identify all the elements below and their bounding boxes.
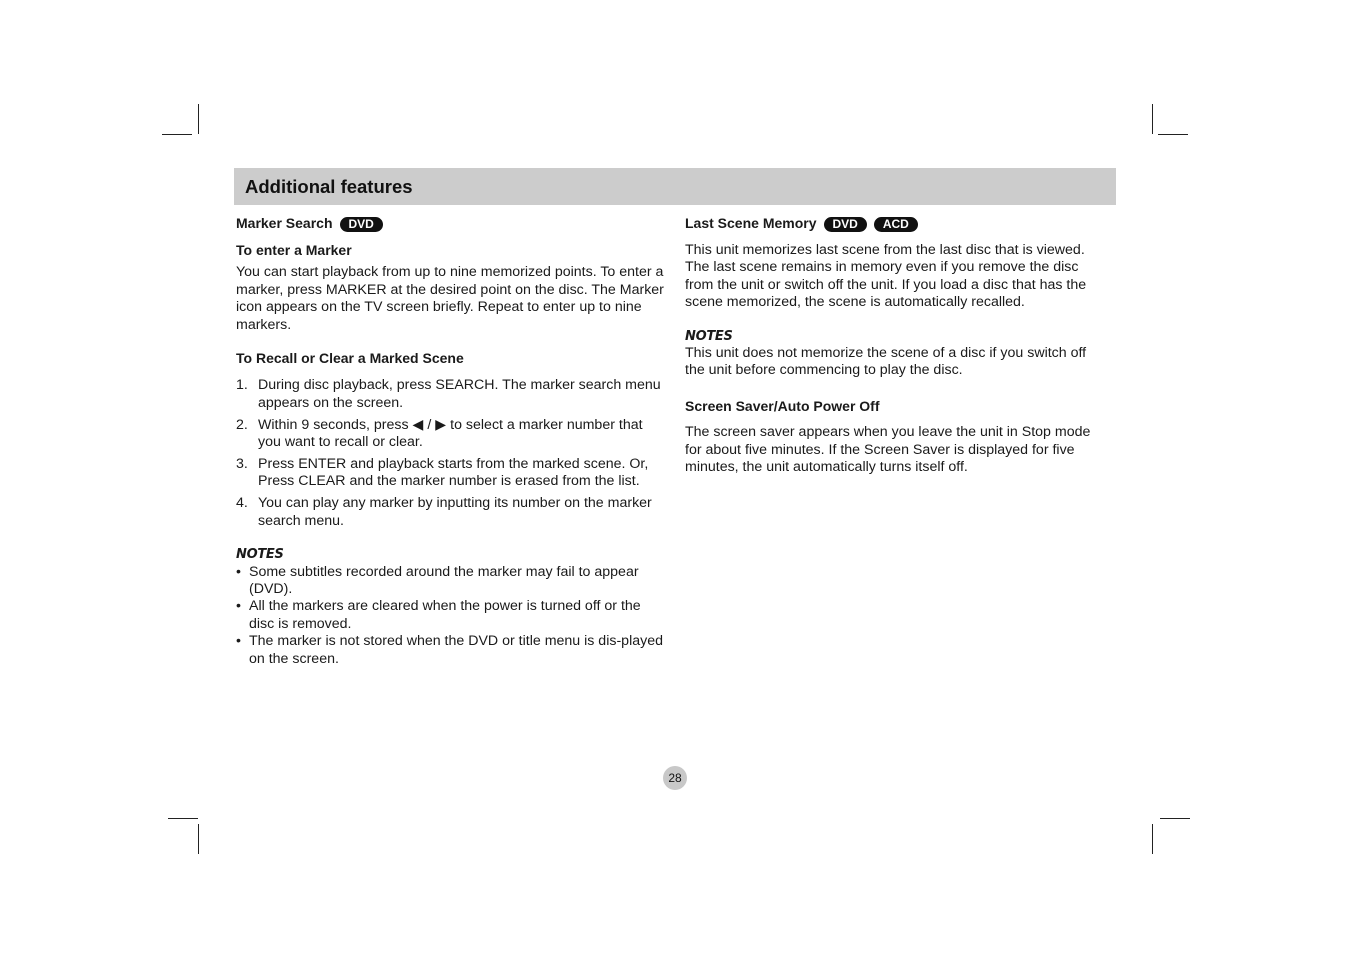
notes-list [236, 564, 668, 668]
list-item: 3. Press ENTER and playback starts from the marked scene. Or, Press CLEAR and the marker number is erased from the list. [236, 456, 649, 490]
notes-title: NOTES [236, 547, 284, 563]
enter-marker-text: You can start playback from up to nine memorized points. To enter a marker, press MARKER at the desired point on the disc. The Marker icon appears on the TV screen briefly. Repeat to enter up to nine markers. [236, 264, 664, 333]
dvd-badge: DVD [824, 217, 867, 232]
crop-mark [1152, 104, 1153, 134]
page-number: 28 [663, 766, 687, 790]
notes-text: This unit does not memorize the scene of a disc if you switch off the unit before commencing to play the disc. [685, 345, 1087, 379]
page-title: Additional features [245, 176, 413, 197]
crop-mark [1160, 818, 1190, 819]
last-scene-text: This unit memorizes last scene from the last disc that is viewed. The last scene remains in memory even if you remove the disc from the unit or switch off the unit. If you load a disc that has the scene memorized, the scene is automatically recalled. [685, 242, 1087, 311]
list-item: 2. Within 9 seconds, press ◀ / ▶ to select a marker number that you want to recall or clear. [236, 416, 643, 451]
notes-title: NOTES [685, 328, 733, 344]
enter-marker-title: To enter a Marker [236, 242, 352, 258]
dvd-badge: DVD [340, 217, 383, 232]
crop-mark [162, 134, 192, 135]
crop-mark [1152, 824, 1153, 854]
list-item: • Some subtitles recorded around the marker may fail to appear (DVD). [236, 563, 639, 597]
crop-mark [198, 104, 199, 134]
left-column [236, 215, 668, 668]
list-item: 4. You can play any marker by inputting its number on the marker search menu. [236, 495, 652, 529]
marker-search-heading [236, 215, 668, 233]
recall-steps [236, 377, 668, 530]
list-item: • The marker is not stored when the DVD or title menu is dis-played on the screen. [236, 633, 663, 667]
last-scene-heading [685, 215, 1105, 233]
crop-mark [168, 818, 198, 819]
recall-title: To Recall or Clear a Marked Scene [236, 350, 464, 367]
list-item: • All the markers are cleared when the power is turned off or the disc is removed. [236, 598, 641, 632]
acd-badge: ACD [874, 217, 918, 232]
screen-saver-text: The screen saver appears when you leave the unit in Stop mode for about five minutes. If the Screen Saver is displayed for five minutes, the unit automatically turns itself off. [685, 424, 1091, 476]
last-scene-title: Last Scene Memory [685, 215, 817, 232]
list-item: 1. During disc playback, press SEARCH. The marker search menu appears on the screen. [236, 377, 661, 411]
screen-saver-title: Screen Saver/Auto Power Off [685, 397, 880, 414]
marker-search-title: Marker Search [236, 215, 333, 232]
crop-mark [198, 824, 199, 854]
section-header [234, 168, 1116, 205]
crop-mark [1158, 134, 1188, 135]
right-column [685, 215, 1105, 476]
